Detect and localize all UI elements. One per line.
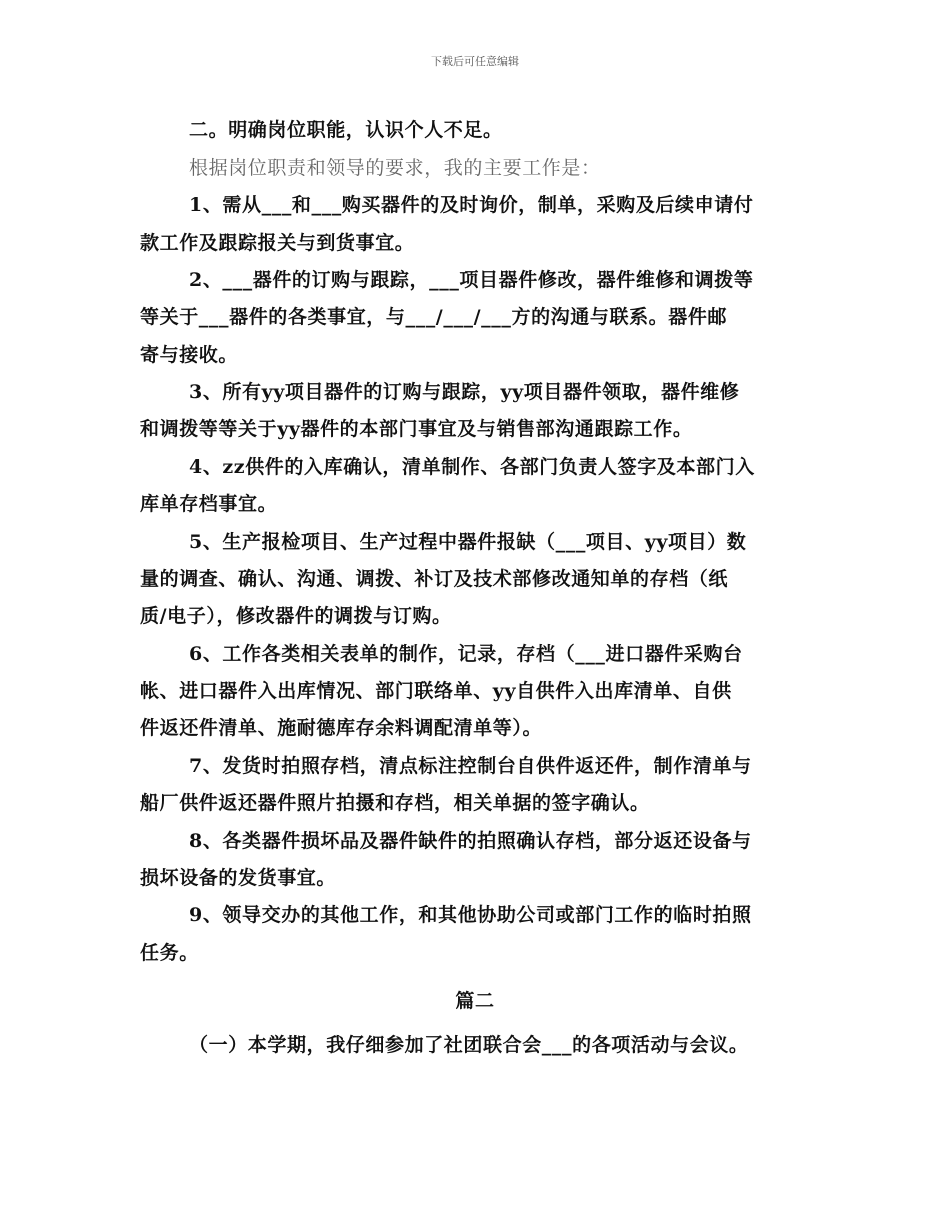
part-two-first-line: （一）本学期，我仔细参加了社团联合会___的各项活动与会议。 <box>189 1034 749 1056</box>
item-5-line-3: 质/电子），修改器件的调拨与订购。 <box>140 605 452 627</box>
item-3-line-2: 和调拨等等关于yy器件的本部门事宜及与销售部沟通跟踪工作。 <box>140 418 693 440</box>
item-8-line-1: 8、各类器件损坏品及器件缺件的拍照确认存档，部分返还设备与 <box>189 830 752 852</box>
section-heading: 二。明确岗位职能，认识个人不足。 <box>189 119 503 141</box>
item-6-line-3: 件返还件清单、施耐德库存余料调配清单等）。 <box>140 717 543 739</box>
item-3-line-1: 3、所有yy项目器件的订购与跟踪，yy项目器件领取，器件维修 <box>189 381 740 403</box>
item-7-line-1: 7、发货时拍照存档，清点标注控制台自供件返还件，制作清单与 <box>189 755 752 777</box>
item-2-line-3: 寄与接收。 <box>140 344 239 366</box>
item-4-line-1: 4、zz供件的入库确认，清单制作、各部门负责人签字及本部门入 <box>189 456 755 478</box>
header-note: 下载后可任意编辑 <box>431 55 519 68</box>
item-6-line-1: 6、工作各类相关表单的制作，记录，存档（___进口器件采购台 <box>189 643 743 665</box>
item-8-line-2: 损坏设备的发货事宜。 <box>140 867 337 889</box>
intro-line: 根据岗位职责和领导的要求，我的主要工作是： <box>189 157 601 179</box>
item-1-line-1: 1、需从___和___购买器件的及时询价，制单，采购及后续申请付 <box>189 194 754 216</box>
item-4-line-2: 库单存档事宜。 <box>140 493 278 515</box>
item-1-line-2: 款工作及跟踪报关与到货事宜。 <box>140 232 415 254</box>
item-9-line-1: 9、领导交办的其他工作，和其他协助公司或部门工作的临时拍照 <box>189 904 752 926</box>
item-2-line-1: 2、___器件的订购与跟踪，___项目器件修改，器件维修和调拨等 <box>189 269 754 291</box>
section-title-part-two: 篇二 <box>455 990 495 1012</box>
item-6-line-2: 帐、进口器件入出库情况、部门联络单、yy自供件入出库清单、自供 <box>140 680 732 702</box>
item-2-line-2: 等关于___器件的各类事宜，与___/___/___方的沟通与联系。器件邮 <box>140 306 728 328</box>
item-9-line-2: 任务。 <box>140 942 199 964</box>
item-5-line-2: 量的调查、确认、沟通、调拨、补订及技术部修改通知单的存档（纸 <box>140 568 729 590</box>
item-5-line-1: 5、生产报检项目、生产过程中器件报缺（___项目、yy项目）数 <box>189 531 747 553</box>
item-7-line-2: 船厂供件返还器件照片拍摄和存档，相关单据的签字确认。 <box>140 792 650 814</box>
